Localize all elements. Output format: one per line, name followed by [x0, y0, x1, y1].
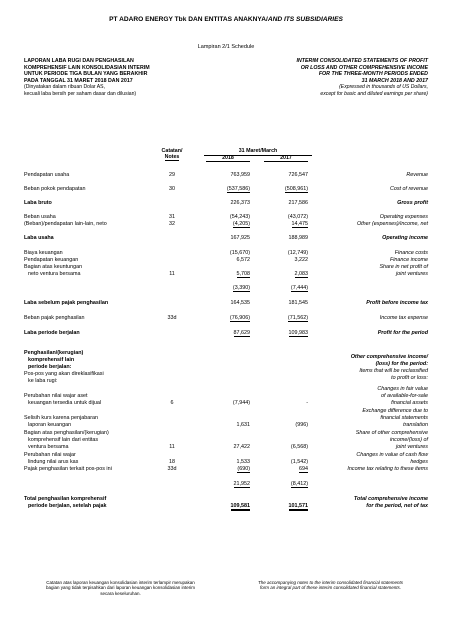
row-label-en: Other (expenses)/income, net	[356, 221, 428, 227]
row-value-2017: 101,571	[288, 503, 308, 509]
row-value-2017: 694	[299, 466, 308, 472]
company-header	[0, 16, 452, 23]
subtitle-en-line: (Expressed in thousands of US Dollars,	[339, 84, 428, 91]
subtotal-2018: (3,390)	[232, 285, 250, 291]
row-value-2017: (43,072)	[287, 214, 308, 220]
title-id-line: UNTUK PERIODE TIGA BULAN YANG BERAKHIR	[24, 71, 148, 78]
footer-id-line: bagian yang tidak terpisahkan dari laporan keuangan konsolidasian interim	[45, 585, 196, 591]
row-value-2017: (6,568)	[290, 444, 308, 450]
row-value-2017: 3,222	[294, 257, 308, 263]
row-value-2018: 1,631	[236, 422, 250, 428]
footer-id	[18, 580, 223, 596]
row-value-2018: (537,586)	[226, 186, 250, 192]
row-label: Perubahan nilai wajar	[24, 452, 76, 458]
row-label: Laba sebelum pajak penghasilan	[24, 300, 109, 306]
row-value-2017: 181,545	[288, 300, 308, 306]
row-label-en: Changes in value of cash flow	[356, 452, 428, 458]
row-label-en: income/(loss) of	[389, 437, 428, 443]
row-note: 33d	[167, 315, 177, 321]
company-name: PT ADARO ENERGY Tbk DAN ENTITAS ANAKNYA/	[109, 16, 268, 23]
row-label: Biaya keuangan	[24, 250, 63, 256]
row-value-2018: 6,572	[236, 257, 250, 263]
row-label-en: Exchange difference due to	[362, 408, 428, 414]
row-label: Total penghasilan komprehensif	[24, 496, 107, 502]
row-label-en: joint ventures	[395, 271, 428, 277]
section-label-en: (loss) for the period:	[375, 361, 428, 367]
notes-header-line1: Catatan/	[161, 148, 183, 154]
row-value-2017: 14,475	[291, 221, 308, 227]
subtotal-2018: 21,952	[233, 481, 250, 487]
subtotal-2017: (8,412)	[290, 481, 308, 487]
row-label-en: financial assets	[391, 400, 428, 406]
company-name-en: AND ITS SUBSIDIARIES	[267, 16, 343, 23]
row-value-2018: (54,243)	[229, 214, 250, 220]
row-label: (Beban)/pendapatan lain-lain, neto	[24, 221, 107, 227]
subtitle-id-line: kecuali laba bersih per saham dasar dan dilusian)	[24, 90, 137, 97]
row-label: Laba bruto	[24, 200, 52, 206]
row-label: ventura bersama	[28, 444, 69, 450]
row-value-2017: (996)	[295, 422, 308, 428]
row-label: Beban usaha	[24, 214, 56, 220]
title-id-line: LAPORAN LABA RUGI DAN PENGHASILAN	[24, 58, 134, 64]
row-label: Pendapatan keuangan	[24, 257, 79, 263]
section-label-en: Other comprehensive income/	[350, 354, 428, 360]
row-value-2018: 1,533	[236, 459, 250, 465]
row-value-2018: 226,373	[230, 200, 250, 206]
row-label-en: financial statements	[380, 415, 428, 421]
row-label-en: Profit before income tax	[366, 300, 428, 306]
row-label: Bagian atas penghasilan/(kerugian)	[24, 430, 109, 436]
row-label: Beban pajak penghasilan	[24, 315, 85, 321]
row-value-2018: (690)	[237, 466, 250, 472]
row-label-en: Income tax expense	[379, 315, 428, 321]
row-label-en: Operating income	[382, 235, 428, 241]
row-value-2017: 726,547	[288, 172, 308, 178]
row-label: Laba usaha	[24, 235, 54, 241]
notes-header	[150, 148, 194, 161]
title-en-line: 31 MARCH 2018 AND 2017	[361, 77, 428, 84]
row-note: 32	[169, 221, 175, 227]
row-value-2017: (1,542)	[290, 459, 308, 465]
row-note: 11	[169, 444, 175, 450]
row-label-en: Finance costs	[394, 250, 428, 256]
row-value-2018: (76,906)	[229, 315, 250, 321]
row-note: 33d	[167, 466, 177, 472]
subtitle-en-line: except for basic and diluted earnings per share)	[320, 90, 428, 97]
row-label-en: Revenue	[406, 172, 428, 178]
year-2017-header: 2017	[264, 155, 308, 162]
row-label: Selisih kurs karena penjabaran	[24, 415, 99, 421]
footer-id-line: Catatan atas laporan keuangan konsolidasian interim terlampir merupakan	[46, 580, 195, 585]
section-label-en: to profit or loss:	[391, 375, 428, 381]
title-en-line: FOR THE THREE-MONTH PERIODS ENDED	[318, 71, 428, 78]
title-en-line: OR LOSS AND OTHER COMPREHENSIVE INCOME	[300, 64, 428, 71]
title-id-line: KOMPREHENSIF LAIN KONSOLIDASIAN INTERIM	[24, 64, 150, 71]
row-label: Pendapatan usaha	[24, 172, 70, 178]
section-label: Penghasilan/(kerugian)	[24, 350, 84, 356]
section-label: ke laba rugi:	[28, 378, 58, 384]
row-value-2017: 188,989	[288, 235, 308, 241]
row-label-en: hedges	[410, 459, 428, 465]
row-note: 30	[169, 186, 175, 192]
row-label: komprehensif lain dari entitas	[28, 437, 99, 443]
row-label: Perubahan nilai wajar aset	[24, 393, 88, 399]
row-label-en: joint ventures	[395, 444, 428, 450]
section-label-en: Items that will be reclassified	[359, 368, 428, 374]
row-value-2018: 27,422	[233, 444, 250, 450]
row-value-2018: 763,959	[230, 172, 250, 178]
footer-id-line: secara keseluruhan.	[100, 590, 141, 596]
row-label-en: Finance income	[389, 257, 428, 263]
row-value-2017: (71,562)	[287, 315, 308, 321]
row-value-2017: -	[306, 400, 308, 406]
title-en	[296, 58, 428, 98]
row-note: 31	[169, 214, 175, 220]
row-value-2018: (4,205)	[232, 221, 250, 227]
footer-en-line: form an integral part of these interim consolidated financial statements.	[259, 585, 402, 591]
row-label-en: Gross profit	[397, 200, 428, 206]
row-note: 29	[169, 172, 175, 178]
title-id-line: PADA TANGGAL 31 MARET 2018 DAN 2017	[24, 77, 133, 84]
subtotal-2017: (7,444)	[290, 285, 308, 291]
row-label: Pajak penghasilan terkait pos-pos ini	[24, 466, 112, 472]
row-value-2018: 109,581	[230, 503, 250, 509]
row-label-en: of available-for-sale	[381, 393, 428, 399]
row-value-2018: 164,535	[230, 300, 250, 306]
row-label-en: Total comprehensive income	[353, 496, 428, 502]
attachment-label: Lampiran 2/1 Schedule	[197, 44, 255, 50]
row-label: Bagian atas keuntungan	[24, 264, 83, 270]
row-label: keuangan tersedia untuk dijual	[28, 400, 102, 406]
subtitle-id-line: (Dinyatakan dalam ribuan Dolar AS,	[24, 84, 105, 91]
section-label: komprehensif lain	[28, 357, 75, 363]
row-value-2017: (12,749)	[287, 250, 308, 256]
row-value-2018: (15,670)	[229, 250, 250, 256]
row-label: lindung nilai arus kas	[28, 459, 79, 465]
row-label-en: Share in net profit of	[379, 264, 428, 270]
period-header: 31 Maret/March	[238, 148, 278, 154]
title-id	[24, 58, 150, 98]
footer-en-line: The accompanying notes to the interim consolidated financial statements	[257, 580, 404, 585]
row-label-en: Income tax relating to these items	[347, 466, 428, 472]
row-label: neto ventura bersama	[28, 271, 81, 277]
row-value-2017: (508,961)	[284, 186, 308, 192]
row-label-en: Cost of revenue	[389, 186, 428, 192]
footer-en	[228, 580, 433, 591]
row-value-2017: 109,983	[288, 330, 308, 336]
row-label: laporan keuangan	[28, 422, 72, 428]
row-note: 11	[169, 271, 175, 277]
section-label: Pos-pos yang akan direklasifikasi	[24, 371, 104, 377]
row-value-2017: 217,586	[288, 200, 308, 206]
row-note: 18	[169, 459, 175, 465]
row-value-2018: 5,708	[236, 271, 250, 277]
notes-header-line2: Notes	[164, 154, 180, 161]
row-label: Beban pokok pendapatan	[24, 186, 86, 192]
row-note: 6	[170, 400, 174, 406]
row-label: periode berjalan, setelah pajak	[28, 503, 107, 509]
row-value-2017: 2,083	[294, 271, 308, 277]
row-label-en: for the period, net of tax	[366, 503, 428, 509]
row-label-en: Profit for the period	[377, 330, 428, 336]
row-label-en: translation	[403, 422, 428, 428]
title-en-line: INTERIM CONSOLIDATED STATEMENTS OF PROFIT	[296, 58, 428, 64]
row-label-en: Operating expenses	[379, 214, 428, 220]
row-value-2018: 87,629	[233, 330, 250, 336]
row-value-2018: (7,944)	[232, 400, 250, 406]
section-label: periode berjalan:	[28, 364, 72, 370]
row-value-2018: 167,925	[230, 235, 250, 241]
row-label-en: Share of other comprehensive	[355, 430, 428, 436]
row-label: Laba periode berjalan	[24, 330, 80, 336]
year-2018-header: 2018	[206, 155, 250, 162]
row-label-en: Changes in fair value	[377, 386, 428, 392]
